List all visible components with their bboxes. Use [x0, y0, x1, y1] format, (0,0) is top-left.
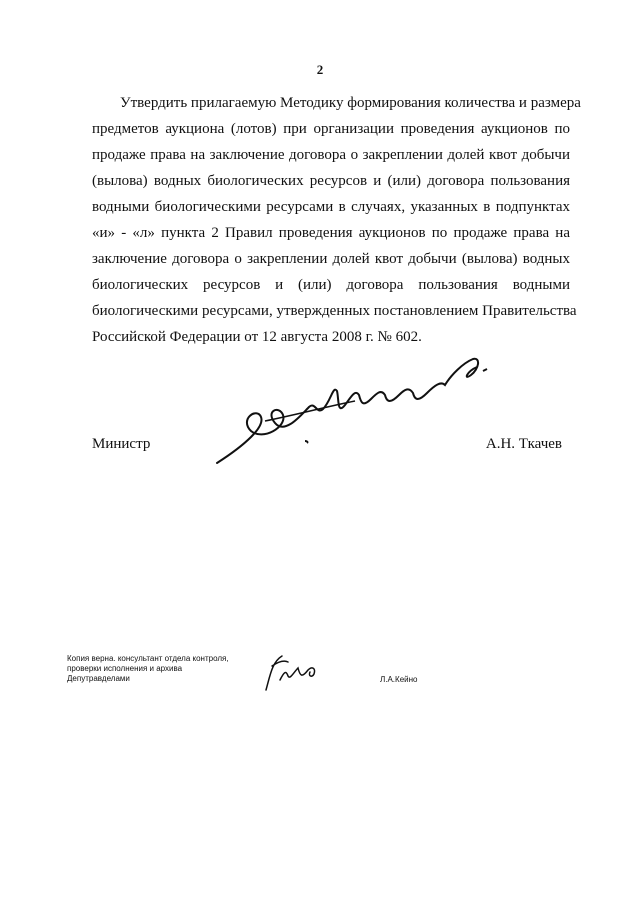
body-line: водными биологическими ресурсами в случаях, указанных в подпунктах [92, 199, 570, 215]
page-number: 2 [316, 62, 324, 77]
copy-certification-note [67, 654, 257, 684]
body-line: «и» - «л» пункта 2 Правил проведения аукционов по продаже права на [92, 225, 570, 241]
body-line: Российской Федерации от 12 августа 2008 г. № 602. [92, 329, 422, 345]
body-line: (вылова) водных биологических ресурсов и (или) договора пользования [92, 173, 570, 189]
minister-signature [205, 345, 495, 475]
certification-line: Депутравделами [67, 674, 130, 683]
body-line: биологическими ресурсами, утвержденных постановлением Правительства [92, 303, 577, 319]
certification-line: проверки исполнения и архива [67, 664, 183, 673]
body-line: заключение договора о закреплении долей квот добычи (вылова) водных [92, 251, 570, 267]
certifier-signature [258, 648, 338, 693]
body-line: биологических ресурсов и (или) договора пользования водными [92, 277, 570, 293]
certification-line: Копия верна. консультант отдела контроля, [67, 654, 229, 663]
certifier-name: Л.А.Кейно [380, 675, 418, 684]
body-line: Утвердить прилагаемую Методику формирования количества и размера [120, 95, 581, 111]
decree-body [92, 90, 581, 350]
body-line: предметов аукциона (лотов) при организации проведения аукционов по [92, 121, 570, 137]
body-line: продаже права на заключение договора о закреплении долей квот добычи [92, 147, 570, 163]
minister-name: А.Н. Ткачев [485, 436, 562, 452]
minister-title: Министр [92, 436, 151, 452]
